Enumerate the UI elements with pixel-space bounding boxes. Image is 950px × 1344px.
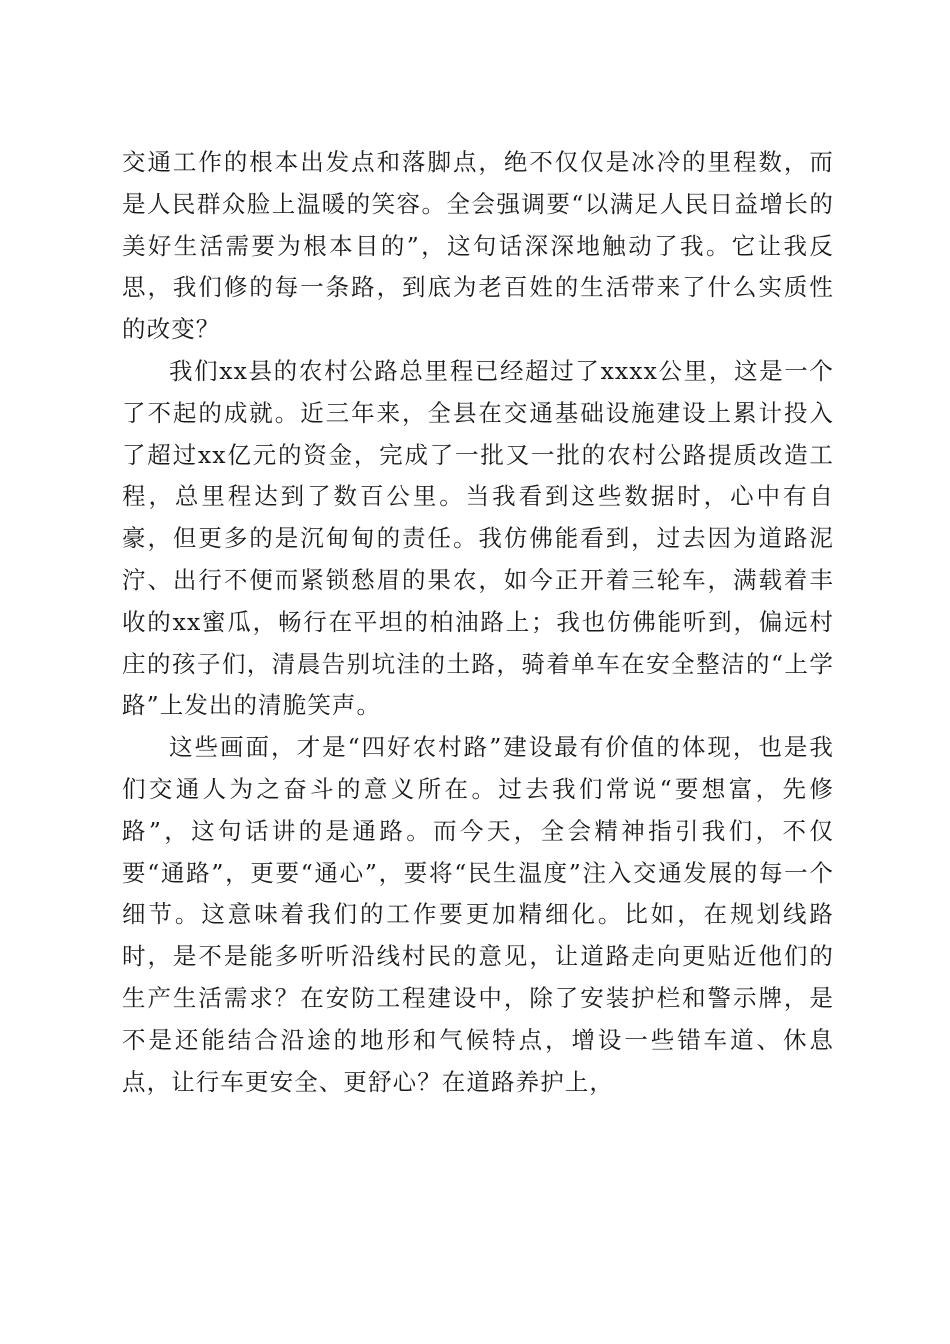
paragraph-1: 交通工作的根本出发点和落脚点，绝不仅仅是冰冷的里程数，而是人民群众脸上温暖的笑容。全会强调要“以满足人民日益增长的美好生活需要为根本目的”，这句话深深地触动了我。它让我反思，我们修的每一条路，到底为老百姓的生活带来了什么实质性的改变？	[122, 148, 834, 344]
document-body	[122, 142, 834, 1103]
paragraph-2: 我们xx县的农村公路总里程已经超过了xxxx公里，这是一个了不起的成就。近三年来，全县在交通基础设施建设上累计投入了超过xx亿元的资金，完成了一批又一批的农村公路提质改造工程，总里程达到了数百公里。当我看到这些数据时，心中有自豪，但更多的是沉甸甸的责任。我仿佛能看到，过去因为道路泥泞、出行不便而紧锁愁眉的果农，如今正开着三轮车，满载着丰收的xx蜜瓜，畅行在平坦的柏油路上；我也仿佛能听到，偏远村庄的孩子们，清晨告别坑洼的土路，骑着单车在安全整洁的“上学路”上发出的清脆笑声。	[122, 356, 834, 720]
paragraph-3: 这些画面，才是“四好农村路”建设最有价值的体现，也是我们交通人为之奋斗的意义所在。过去我们常说“要想富，先修路”，这句话讲的是通路。而今天，全会精神指引我们，不仅要“通路”，更要“通心”，要将“民生温度”注入交通发展的每一个细节。这意味着我们的工作要更加精细化。比如，在规划线路时，是不是能多听听沿线村民的意见，让道路走向更贴近他们的生产生活需求？在安防工程建设中，除了安装护栏和警示牌，是不是还能结合沿途的地形和气候特点，增设一些错车道、休息点，让行车更安全、更舒心？在道路养护上，	[122, 733, 834, 1096]
